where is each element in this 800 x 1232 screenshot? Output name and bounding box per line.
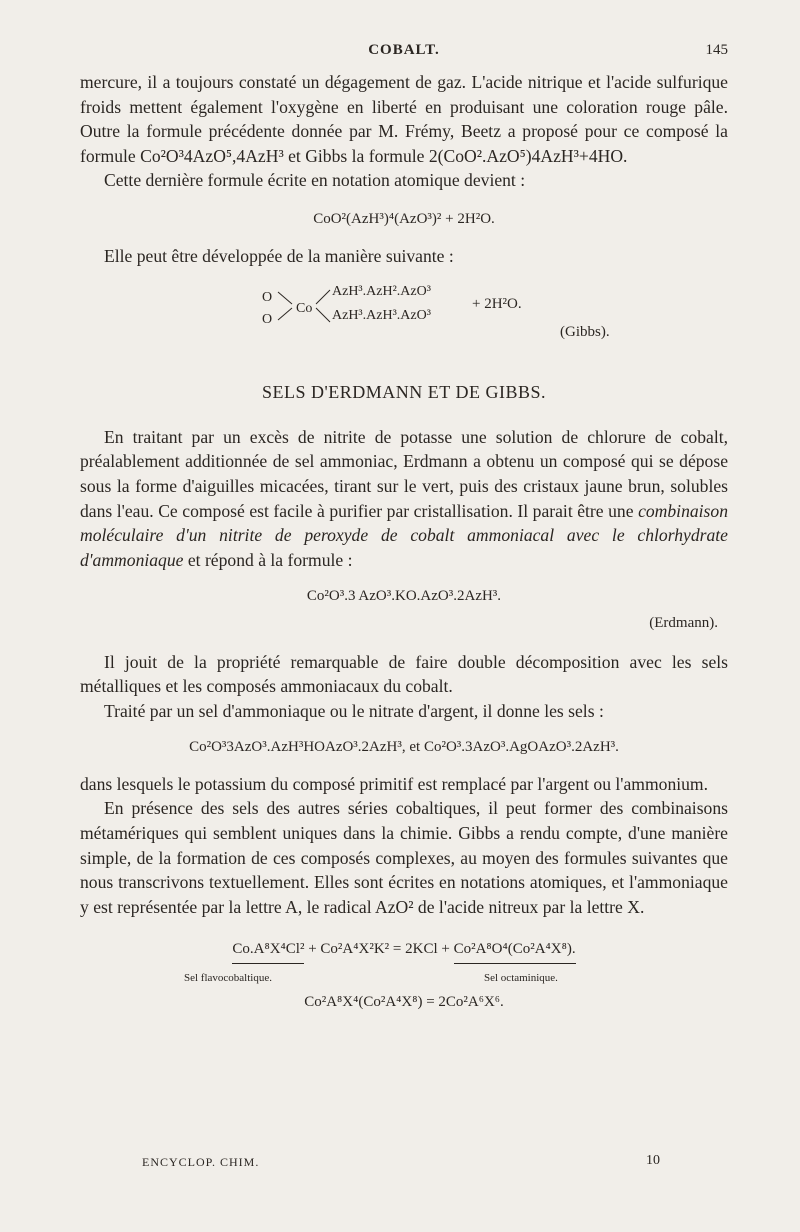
paragraph-4-italic: combinaison moléculaire d'un nitrite de peroxyde de cobalt ammoniacal avec le chlorhydrate d'ammoniaque <box>80 500 728 570</box>
cobalt-center: Co <box>296 301 313 317</box>
paragraph-4-end: et répond à la formule : <box>183 549 353 570</box>
paragraph-4 <box>80 425 728 573</box>
equation-1-labels <box>80 966 728 984</box>
structural-formula <box>80 276 728 346</box>
water-term: + 2H²O. <box>472 296 522 313</box>
formula-erdmann: Co²O³.3 AzO³.KO.AzO³.2AzH³. <box>306 588 502 605</box>
paragraph-1: mercure, il a toujours constaté un dégagement de gaz. L'acide nitrique et l'acide sulfurique froids mettent également l'oxygène en liberté en produisant une coloration rouge pâle. Outre la formule précédente donnée par M. Frémy, Beetz a proposé pour ce composé la formule Co²O³4AzO⁵,4AzH³ et Gibbs la formule 2(CoO².AzO⁵)4AzH³+4HO. <box>80 72 728 166</box>
paragraph-5: Il jouit de la propriété remarquable de faire double décomposition avec les sels métalliques et les composés ammoniacaux du cobalt. <box>80 651 728 697</box>
paragraph-2: Cette dernière formule écrite en notation atomique devient : <box>104 170 526 191</box>
paragraph-7: dans lesquels le potassium du composé primitif est remplacé par l'argent ou l'ammonium. <box>80 773 709 794</box>
page-number: 145 <box>705 42 728 58</box>
paragraph-3: Elle peut être développée de la manière suivante : <box>104 245 454 266</box>
label-octaminique: Sel octaminique. <box>484 972 558 985</box>
formula-salts: Co²O³3AzO³.AzH³HOAzO³.2AzH³, et Co²O³.3AzO³.AgOAzO³.2AzH³. <box>189 739 619 756</box>
equation-1 <box>80 937 728 964</box>
label-flavocobaltique: Sel flavocobaltique. <box>184 972 272 985</box>
paragraph-6: Traité par un sel d'ammoniaque ou le nitrate d'argent, il donne les sels : <box>104 700 604 721</box>
equation-1-left: Co.A⁸X⁴Cl² <box>232 937 304 964</box>
formula-atomic: CoO²(AzH³)⁴(AzO³)² + 2H²O. <box>313 210 495 227</box>
oxygen-top: O <box>262 290 273 306</box>
equation-1-right: Co²A⁸O⁴(Co²A⁴X⁸). <box>454 937 576 964</box>
page-body <box>80 70 728 1015</box>
paragraph-4-start: En traitant par un excès de nitrite de potasse une solution de chlorure de cobalt, préalablement additionnée de sel ammoniac, Erdmann a obtenu un composé qui se dépose sous la forme d'aiguilles micacées, tirant sur le vert, puis des cristaux jaune brun, solubles dans l'eau. Ce composé est facile à purifier par cristallisation. Il parait être une <box>80 426 728 521</box>
equation-1-middle: + Co²A⁴X²K² = 2KCl + <box>304 941 454 958</box>
running-header <box>80 42 728 64</box>
equation-1-line <box>232 937 575 964</box>
oxygen-bottom: O <box>262 312 273 328</box>
footer-sheet-number: 10 <box>646 1153 660 1168</box>
author-erdmann: (Erdmann). <box>649 614 718 631</box>
paragraph-8: En présence des sels des autres séries cobaltiques, il peut former des combinaisons métamériques qui semblent uniques dans la chimie. Gibbs a rendu compte, d'une manière simple, de la formation de ces composés complexes, au moyen des formules suivantes que nous transcrivons textuellement. Elles sont écrites en notations atomiques, et l'ammoniaque y est représentée par la lettre A, le radical AzO² de l'acide nitreux par la lettre X. <box>80 798 728 917</box>
author-gibbs: (Gibbs). <box>560 324 610 341</box>
branch-bottom: AzH³.AzH³.AzO³ <box>332 308 431 324</box>
footer-signature: ENCYCLOP. CHIM. <box>142 1155 260 1169</box>
section-title: SELS D'ERDMANN ET DE GIBBS. <box>262 382 546 403</box>
equation-2: Co²A⁸X⁴(Co²A⁴X⁸) = 2Co²A⁶X⁶. <box>304 994 504 1011</box>
branch-top: AzH³.AzH².AzO³ <box>332 284 431 300</box>
running-title: COBALT. <box>368 42 440 58</box>
